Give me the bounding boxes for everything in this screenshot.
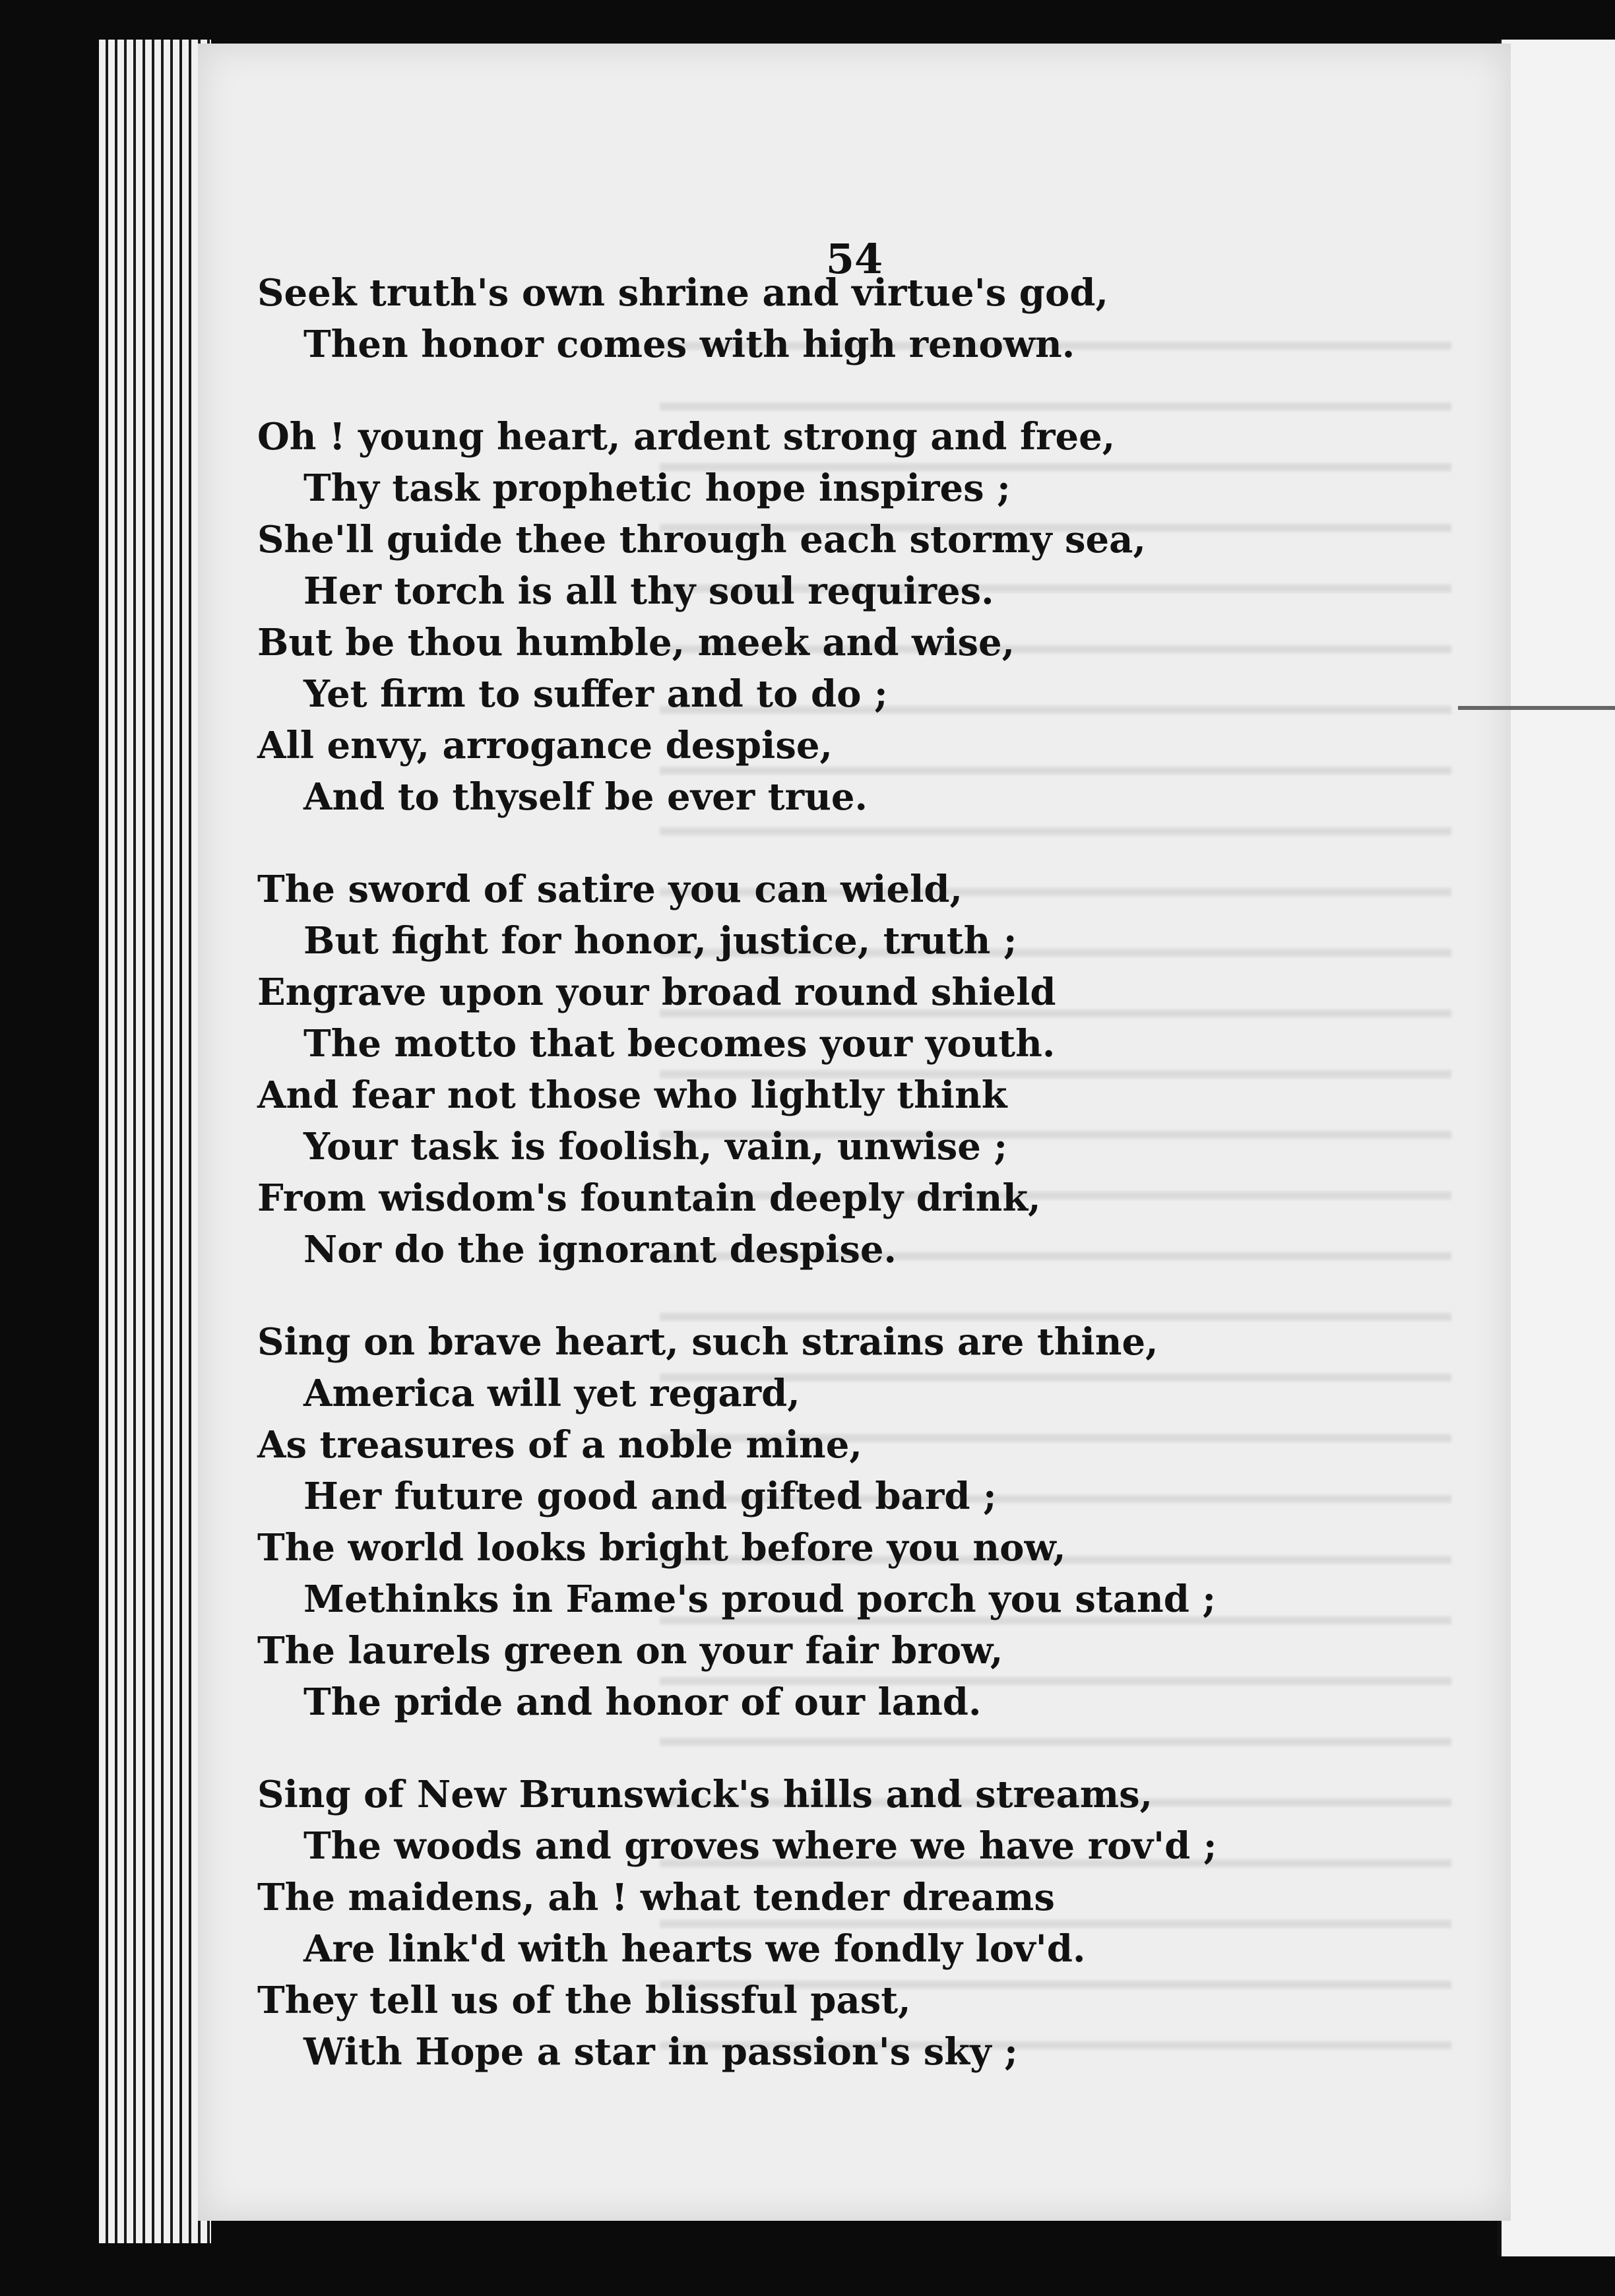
poem-line: Sing on brave heart, such strains are thine,	[257, 1320, 1158, 1364]
poem-stanza	[257, 1316, 1313, 1728]
poem-line: The sword of satire you can wield,	[257, 868, 963, 911]
facing-page-edge	[1498, 40, 1615, 2256]
poem-line: And to thyself be ever true.	[303, 775, 868, 819]
poem-line: Oh ! young heart, ardent strong and free,	[257, 415, 1116, 459]
poem-line: They tell us of the blissful past,	[257, 1979, 911, 2022]
poem-line: Engrave upon your broad round shield	[257, 971, 1056, 1014]
poem-line: Sing of New Brunswick's hills and streams,	[257, 1773, 1153, 1816]
poem-line: The woods and groves where we have rov'd ;	[303, 1824, 1217, 1868]
poem-line: All envy, arrogance despise,	[257, 724, 833, 767]
book-page-edges	[99, 40, 211, 2243]
poem-line: Then honor comes with high renown.	[303, 323, 1075, 366]
poem-stanza	[257, 1769, 1313, 2078]
poem-line: Nor do the ignorant despise.	[303, 1228, 897, 1271]
poem-body	[257, 267, 1313, 2119]
poem-stanza	[257, 864, 1313, 1275]
poem-line: With Hope a star in passion's sky ;	[303, 2030, 1018, 2074]
poem-line: America will yet regard,	[303, 1372, 800, 1415]
poem-line: But be thou humble, meek and wise,	[257, 621, 1015, 664]
poem-stanza	[257, 411, 1313, 823]
poem-line: The maidens, ah ! what tender dreams	[257, 1876, 1055, 1919]
poem-stanza	[257, 267, 1313, 370]
poem-line: And fear not those who lightly think	[257, 1073, 1007, 1117]
poem-line: Are link'd with hearts we fondly lov'd.	[303, 1927, 1086, 1971]
poem-line: From wisdom's fountain deeply drink,	[257, 1176, 1041, 1220]
poem-line: The laurels green on your fair brow,	[257, 1629, 1003, 1673]
poem-line: Yet firm to suffer and to do ;	[303, 672, 888, 716]
poem-line: Your task is foolish, vain, unwise ;	[303, 1125, 1008, 1168]
poem-line: Her torch is all thy soul requires.	[303, 569, 994, 613]
poem-line: Thy task prophetic hope inspires ;	[303, 466, 1011, 510]
poem-line: But fight for honor, justice, truth ;	[303, 919, 1017, 963]
poem-line: As treasures of a noble mine,	[257, 1423, 862, 1467]
poem-line: Her future good and gifted bard ;	[303, 1475, 997, 1518]
poem-line: She'll guide thee through each stormy sea,	[257, 518, 1146, 561]
poem-line: The world looks bright before you now,	[257, 1526, 1066, 1570]
poem-line: The motto that becomes your youth.	[303, 1022, 1056, 1066]
page-number: 54	[825, 235, 883, 283]
poem-line: Seek truth's own shrine and virtue's god,	[257, 271, 1108, 315]
poem-line: Methinks in Fame's proud porch you stand ;	[303, 1578, 1217, 1621]
poem-line: The pride and honor of our land.	[303, 1680, 982, 1724]
fold-mark	[1458, 706, 1615, 710]
